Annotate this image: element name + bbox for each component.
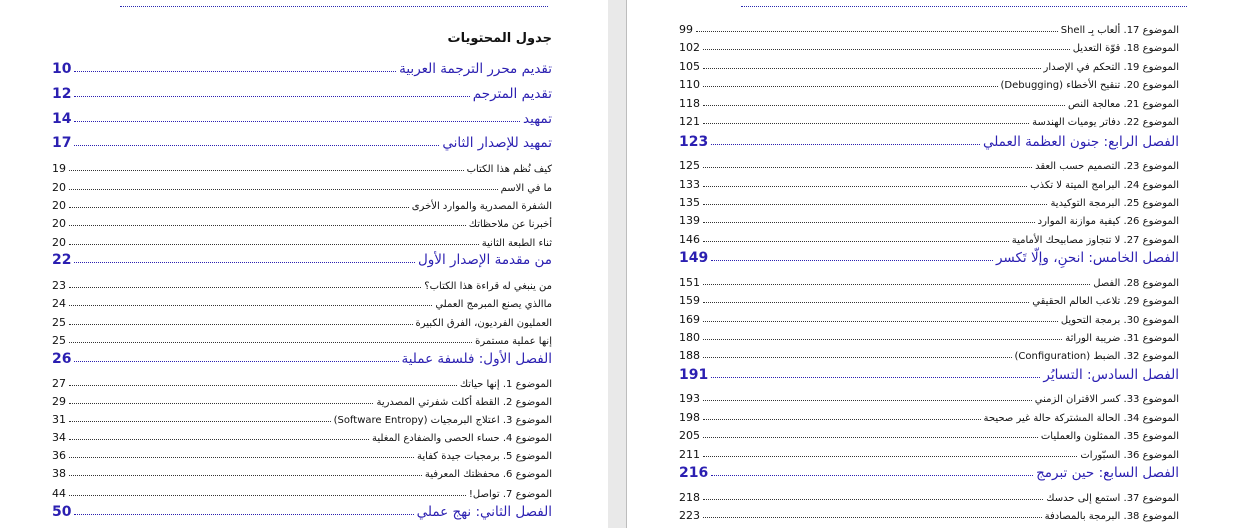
entry-title: ثناء الطبعة الثانية <box>481 238 552 249</box>
dot-leader <box>69 439 369 440</box>
toc-topic-entry <box>52 467 552 480</box>
page-number: 133 <box>679 178 700 191</box>
dot-leader <box>703 284 1090 285</box>
entry-title: الموضوع 26. كيفية موازنة الموارد <box>1037 216 1179 227</box>
toc-topic-entry <box>52 487 552 500</box>
entry-title: الفصل الثاني: نهج عملي <box>416 504 552 520</box>
toc-chapter-entry <box>52 111 552 127</box>
dot-leader <box>703 49 1070 50</box>
toc-topic-entry <box>679 509 1179 522</box>
page-number: 218 <box>679 491 700 504</box>
dot-leader <box>703 186 1027 187</box>
page-number: 17 <box>52 135 72 151</box>
entry-title: الموضوع 2. القطة أكلت شفرتي المصدرية <box>376 397 552 408</box>
dot-leader <box>69 403 373 404</box>
toc-topic-entry <box>679 294 1179 307</box>
dot-leader <box>703 456 1077 457</box>
entry-title: العمليون الفرديون، الفرق الكبيرة <box>415 318 552 329</box>
page-number: 14 <box>52 111 72 127</box>
toc-topic-entry <box>52 395 552 408</box>
dot-leader <box>703 204 1047 205</box>
toc-chapter-entry <box>52 135 552 151</box>
entry-title: ما في الاسم <box>500 183 552 194</box>
entry-title: أخبرنا عن ملاحظاتك <box>468 219 552 230</box>
toc-topic-entry <box>52 217 552 230</box>
entry-title: الموضوع 35. الممثلون والعمليات <box>1040 431 1179 442</box>
page-number: 22 <box>52 252 72 268</box>
dot-leader <box>69 495 466 496</box>
page-number: 20 <box>52 199 66 212</box>
toc-page-left <box>0 0 609 528</box>
toc-chapter-entry <box>52 61 552 77</box>
dot-leader <box>703 123 1029 124</box>
dot-leader <box>74 145 439 146</box>
dot-leader <box>69 207 409 208</box>
dot-leader <box>711 144 980 145</box>
toc-topic-entry <box>52 279 552 292</box>
dot-leader <box>703 419 981 420</box>
dot-leader <box>711 260 993 261</box>
toc-topic-entry <box>679 392 1179 405</box>
entry-title: كيف نُظم هذا الكتاب <box>466 164 552 175</box>
toc-topic-entry <box>52 413 552 426</box>
toc-page-right <box>626 0 1234 528</box>
entry-title: الموضوع 37. استمع إلى حدسك <box>1046 493 1179 504</box>
page-gutter <box>608 0 626 528</box>
entry-title: الفصل الرابع: جنون العظمة العملي <box>982 134 1179 150</box>
page-number: 211 <box>679 448 700 461</box>
page-number: 44 <box>52 487 66 500</box>
entry-title: الموضوع 6. محفظتك المعرفية <box>424 469 552 480</box>
dot-leader <box>703 517 1042 518</box>
toc-topic-entry <box>52 449 552 462</box>
page-number: 12 <box>52 86 72 102</box>
entry-title: الموضوع 28. الفصل <box>1093 278 1179 289</box>
dot-leader <box>703 499 1043 500</box>
toc-topic-entry <box>52 236 552 249</box>
toc-topic-entry <box>679 313 1179 326</box>
page-number: 25 <box>52 316 66 329</box>
page-number: 102 <box>679 41 700 54</box>
toc-chapter-entry <box>52 86 552 102</box>
dot-leader <box>69 170 464 171</box>
toc-topic-entry <box>52 297 552 310</box>
toc-topic-entry <box>679 491 1179 504</box>
dot-leader <box>703 302 1029 303</box>
page-number: 125 <box>679 159 700 172</box>
page-number: 31 <box>52 413 66 426</box>
toc-title: جدول المحتويات <box>447 31 552 46</box>
page-number: 50 <box>52 504 72 520</box>
toc-chapter-entry <box>52 252 552 268</box>
toc-chapter-entry <box>52 504 552 520</box>
page-number: 110 <box>679 78 700 91</box>
entry-title: الفصل الأول: فلسفة عملية <box>401 351 552 367</box>
toc-topic-entry <box>679 78 1179 91</box>
page-number: 19 <box>52 162 66 175</box>
toc-chapter-entry <box>679 250 1179 266</box>
page-number: 169 <box>679 313 700 326</box>
entry-title: الموضوع 1. إنها حياتك <box>459 379 552 390</box>
toc-chapter-entry <box>679 134 1179 150</box>
page-header-rule <box>120 6 548 7</box>
dot-leader <box>69 189 498 190</box>
page-number: 198 <box>679 411 700 424</box>
entry-title: الموضوع 29. تلاعب العالم الحقيقي <box>1032 296 1179 307</box>
dot-leader <box>74 361 398 362</box>
toc-topic-entry <box>679 276 1179 289</box>
toc-topic-entry <box>679 196 1179 209</box>
page-number: 123 <box>679 134 709 150</box>
dot-leader <box>703 357 1012 358</box>
entry-title: الموضوع 3. اعتلاج البرمجيات (Software Entropy) <box>333 415 552 426</box>
dot-leader <box>703 68 1041 69</box>
toc-topic-entry <box>679 331 1179 344</box>
page-number: 149 <box>679 250 709 266</box>
entry-title: تقديم محرر الترجمة العربية <box>399 61 552 77</box>
toc-topic-entry <box>679 233 1179 246</box>
toc-topic-entry <box>679 115 1179 128</box>
page-number: 139 <box>679 214 700 227</box>
entry-title: الموضوع 33. كسر الاقتران الزمني <box>1034 394 1179 405</box>
entry-title: الموضوع 17. ألعاب بِـ Shell <box>1060 25 1179 36</box>
page-number: 25 <box>52 334 66 347</box>
page-number: 193 <box>679 392 700 405</box>
toc-topic-entry <box>52 377 552 390</box>
dot-leader <box>74 96 469 97</box>
toc-topic-entry <box>52 316 552 329</box>
dot-leader <box>69 421 331 422</box>
entry-title: الموضوع 36. السبّورات <box>1080 450 1179 461</box>
entry-title: الموضوع 7. تواصل! <box>468 489 552 500</box>
dot-leader <box>74 262 414 263</box>
entry-title: الموضوع 20. تنقيح الأخطاء (Debugging) <box>1000 80 1179 91</box>
dot-leader <box>703 321 1058 322</box>
page-number: 10 <box>52 61 72 77</box>
entry-title: الموضوع 19. التحكم في الإصدار <box>1043 62 1179 73</box>
page-number: 23 <box>52 279 66 292</box>
dot-leader <box>69 457 414 458</box>
entry-title: الموضوع 5. برمجيات جيدة كفاية <box>417 451 552 462</box>
page-number: 146 <box>679 233 700 246</box>
toc-topic-entry <box>52 181 552 194</box>
dot-leader <box>703 241 1009 242</box>
dot-leader <box>69 342 472 343</box>
toc-topic-entry <box>679 159 1179 172</box>
page-number: 20 <box>52 236 66 249</box>
dot-leader <box>69 287 421 288</box>
page-number: 118 <box>679 97 700 110</box>
dot-leader <box>69 324 413 325</box>
entry-title: الموضوع 22. دفاتر يوميات الهندسة <box>1032 117 1179 128</box>
entry-title: إنها عملية مستمرة <box>475 336 552 347</box>
toc-topic-entry <box>679 178 1179 191</box>
dot-leader <box>703 167 1032 168</box>
toc-topic-entry <box>679 411 1179 424</box>
page-number: 36 <box>52 449 66 462</box>
entry-title: الموضوع 21. معالجة النص <box>1067 99 1179 110</box>
page-number: 216 <box>679 465 709 481</box>
page-number: 151 <box>679 276 700 289</box>
entry-title: تقديم المترجم <box>472 86 552 102</box>
toc-topic-entry <box>679 349 1179 362</box>
entry-title: الموضوع 24. البرامج الميتة لا تكذب <box>1030 180 1179 191</box>
toc-topic-entry <box>679 41 1179 54</box>
dot-leader <box>69 244 479 245</box>
entry-title: الفصل السابع: حين تبرمج <box>1036 465 1179 481</box>
dot-leader <box>703 400 1032 401</box>
toc-topic-entry <box>679 429 1179 442</box>
dot-leader <box>703 105 1065 106</box>
toc-topic-entry <box>679 23 1179 36</box>
dot-leader <box>703 86 998 87</box>
page-number: 205 <box>679 429 700 442</box>
dot-leader <box>703 437 1038 438</box>
toc-topic-entry <box>679 448 1179 461</box>
entry-title: الفصل السادس: التسايُر <box>1043 367 1179 383</box>
dot-leader <box>74 71 396 72</box>
page-number: 159 <box>679 294 700 307</box>
page-number: 99 <box>679 23 693 36</box>
dot-leader <box>703 339 1062 340</box>
page-number: 29 <box>52 395 66 408</box>
page-number: 105 <box>679 60 700 73</box>
entry-title: الموضوع 31. ضريبة الوراثة <box>1065 333 1179 344</box>
page-number: 38 <box>52 467 66 480</box>
entry-title: الموضوع 34. الحالة المشتركة حالة غير صحيحة <box>983 413 1179 424</box>
page-number: 188 <box>679 349 700 362</box>
page-number: 180 <box>679 331 700 344</box>
toc-chapter-entry <box>52 351 552 367</box>
toc-chapter-entry <box>679 465 1179 481</box>
toc-chapter-entry <box>679 367 1179 383</box>
page-number: 223 <box>679 509 700 522</box>
toc-topic-entry <box>679 97 1179 110</box>
entry-title: الموضوع 4. حساء الحصى والضفادع المغلية <box>372 433 552 444</box>
entry-title: الشفرة المصدرية والموارد الأخرى <box>411 201 552 212</box>
toc-topic-entry <box>52 334 552 347</box>
entry-title: الموضوع 25. البرمجة التوكيدية <box>1050 198 1179 209</box>
dot-leader <box>711 475 1033 476</box>
page-number: 121 <box>679 115 700 128</box>
page-number: 20 <box>52 181 66 194</box>
dot-leader <box>69 225 466 226</box>
toc-topic-entry <box>679 60 1179 73</box>
entry-title: الموضوع 30. برمجة التحويل <box>1060 315 1179 326</box>
page-number: 135 <box>679 196 700 209</box>
entry-title: تمهيد <box>523 111 552 127</box>
dot-leader <box>74 514 413 515</box>
entry-title: تمهيد للإصدار الثاني <box>442 135 552 151</box>
entry-title: الموضوع 18. قوّة التعديل <box>1072 43 1179 54</box>
entry-title: الموضوع 27. لا تتجاوز مصابيحك الأمامية <box>1011 235 1179 246</box>
page-number: 34 <box>52 431 66 444</box>
page-number: 20 <box>52 217 66 230</box>
dot-leader <box>69 475 422 476</box>
page-header-rule <box>741 6 1187 7</box>
entry-title: ماالذي يصنع المبرمج العملي <box>435 299 552 310</box>
dot-leader <box>74 121 520 122</box>
dot-leader <box>69 385 457 386</box>
toc-topic-entry <box>679 214 1179 227</box>
dot-leader <box>69 305 432 306</box>
toc-topic-entry <box>52 162 552 175</box>
page-number: 26 <box>52 351 72 367</box>
entry-title: من مقدمة الإصدار الأول <box>417 252 552 268</box>
page-number: 27 <box>52 377 66 390</box>
entry-title: الموضوع 23. التصميم حسب العقد <box>1035 161 1179 172</box>
entry-title: الموضوع 38. البرمجة بالمصادفة <box>1044 511 1179 522</box>
dot-leader <box>703 222 1035 223</box>
entry-title: الفصل الخامس: انحنِ، وإلّا تَكسر <box>995 250 1179 266</box>
page-number: 191 <box>679 367 709 383</box>
toc-topic-entry <box>52 431 552 444</box>
dot-leader <box>711 377 1040 378</box>
entry-title: الموضوع 32. الضبط (Configuration) <box>1014 351 1179 362</box>
toc-topic-entry <box>52 199 552 212</box>
page-number: 24 <box>52 297 66 310</box>
dot-leader <box>696 31 1058 32</box>
entry-title: من ينبغي له قراءة هذا الكتاب؟ <box>424 281 552 292</box>
